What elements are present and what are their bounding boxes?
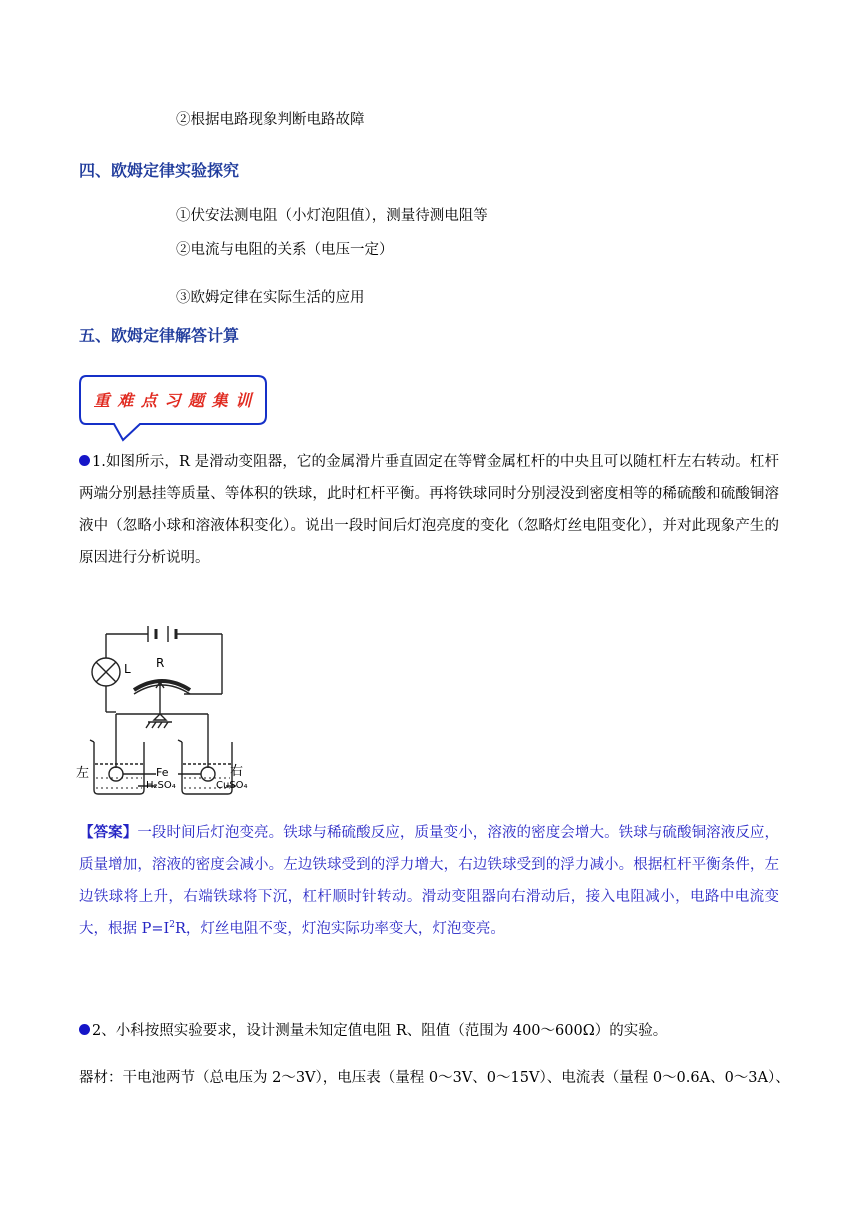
answer-text-part1: 一段时间后灯泡变亮。铁球与稀硫酸反应，质量变小，溶液的密度会增大。铁球与硫酸铜溶液反应，质量增加，溶液的密度会减小。左边铁球受到的浮力增大，右边铁球受到的浮力减小。根据杠杆平衡条件，左边铁球将上升，右端铁球将下沉，杠杆顺时针转动。滑动变阻器向右滑动后，接入电阻减小，电路中电流变大，根据 P=I [79,825,779,937]
banner [78,374,268,446]
label-fe: Fe [156,766,169,779]
question-1-text: 1.如图所示，R 是滑动变阻器，它的金属滑片垂直固定在等臂金属杠杆的中央且可以随杠杆左右转动。杠杆两端分别悬挂等质量、等体积的铁球，此时杠杆平衡。再将铁球同时分别浸没到密度相等的稀硫酸和硫酸铜溶液中（忽略小球和溶液体积变化）。说出一段时间后灯泡亮度的变化（忽略灯丝电阻变化），并对此现象产生的原因进行分析说明。 [79,454,779,566]
answer-text-part2: R，灯丝电阻不变，灯泡实际功率变大，灯泡变亮。 [174,921,505,937]
answer-1 [79,817,779,945]
bullet-icon [79,1024,90,1035]
section4-item-2: ②电流与电阻的关系（电压一定） [176,242,394,258]
circuit-figure [76,618,256,802]
question-2-text: 2、小科按照实验要求，设计测量未知定值电阻 R、阻值（范围为 400～600Ω）的实验。 [92,1023,668,1039]
question-2-equipment: 器材：干电池两节（总电压为 2～3V），电压表（量程 0～3V、0～15V）、电流表（量程 0～0.6A、0～3A）、 [79,1070,790,1086]
section3-item-2: ②根据电路现象判断电路故障 [176,112,365,128]
label-L: L [124,662,131,676]
label-right: 右 [230,764,244,779]
label-left: 左 [76,766,90,781]
answer-superscript: 2 [169,920,175,931]
answer-tag: 【答案】 [79,824,138,841]
section5-heading: 五、欧姆定律解答计算 [79,326,240,345]
banner-title: 重 难 点 习 题 集 训 [93,391,253,410]
label-h2so4: H₂SO₄ [146,780,176,791]
label-cuso4: CuSO₄ [216,780,248,791]
bullet-icon [79,455,90,466]
section4-heading: 四、欧姆定律实验探究 [79,161,240,180]
label-R: R [156,656,165,670]
section4-item-1: ①伏安法测电阻（小灯泡阻值），测量待测电阻等 [176,208,488,224]
question-1 [79,446,779,574]
question-2 [79,1015,779,1047]
section4-item-3: ③欧姆定律在实际生活的应用 [176,290,365,306]
